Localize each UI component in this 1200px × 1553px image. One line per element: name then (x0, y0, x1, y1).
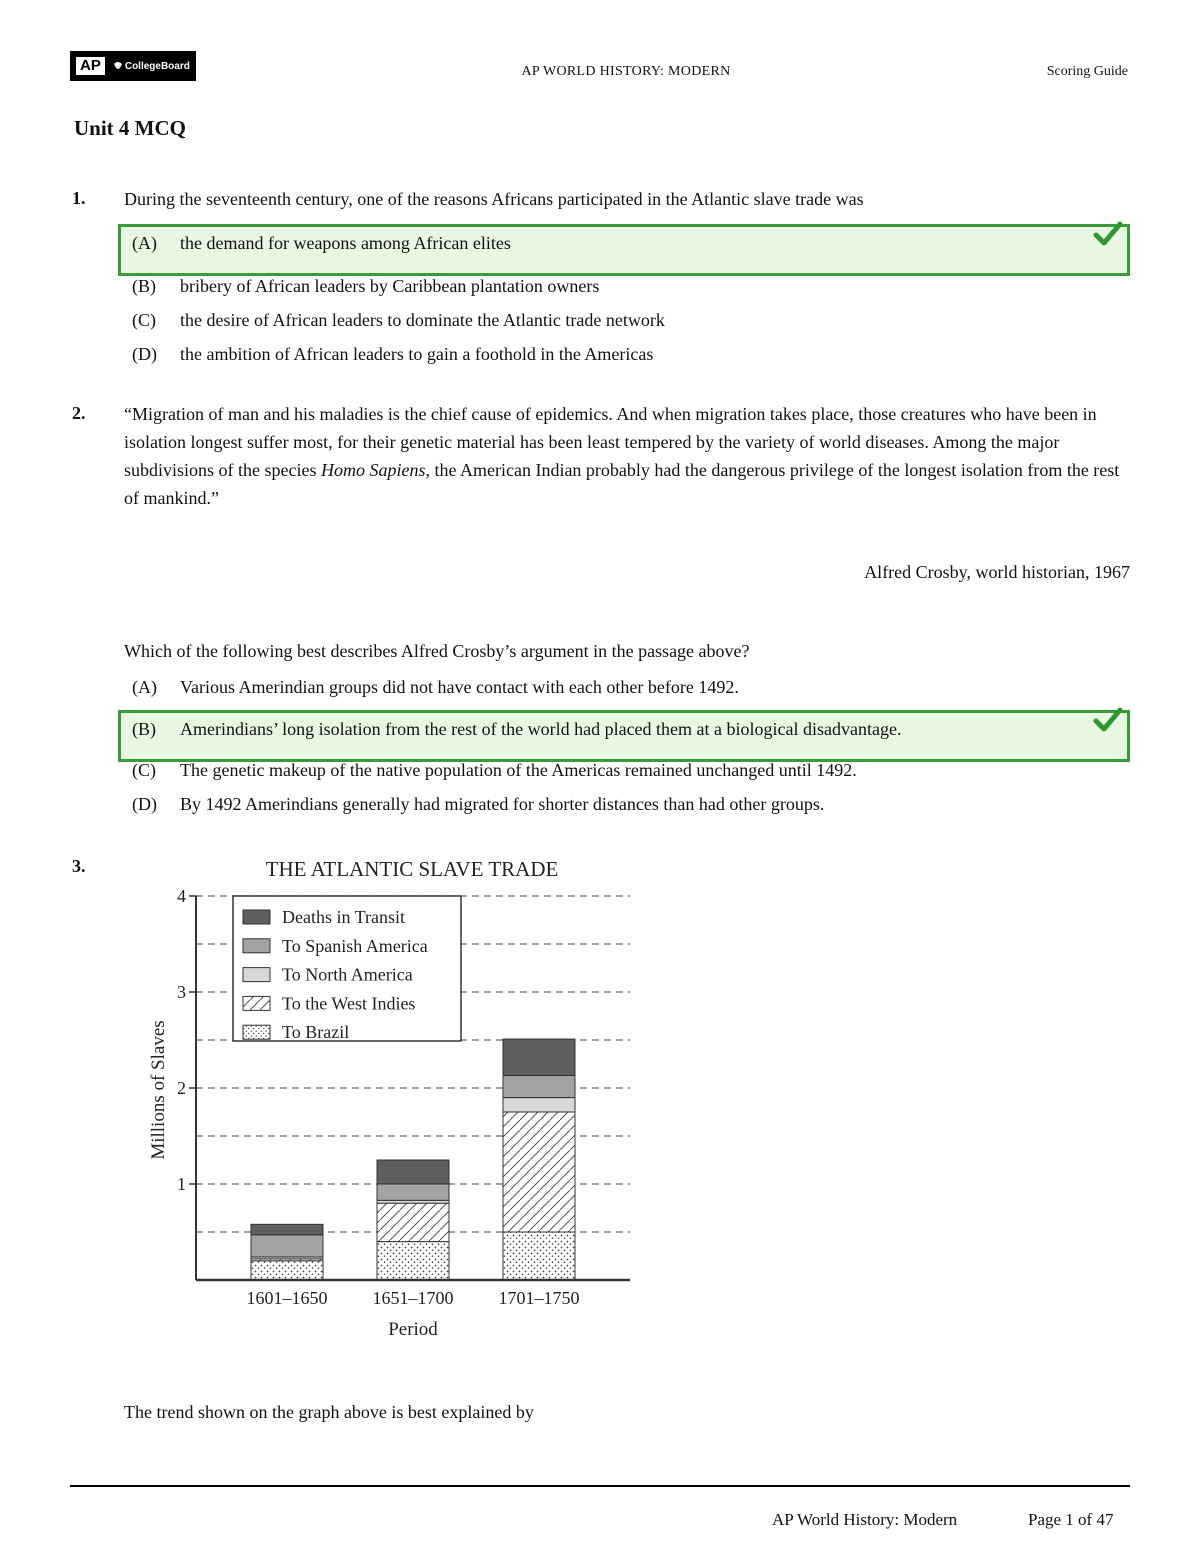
option-text: bribery of African leaders by Caribbean plantation owners (180, 276, 600, 296)
option-letter: (C) (132, 310, 156, 330)
bar-segment (377, 1184, 449, 1200)
y-tick-label: 3 (177, 982, 186, 1002)
legend-label: To Brazil (282, 1022, 350, 1043)
bar-segment (503, 1098, 575, 1112)
question-2-passage (124, 400, 1130, 512)
option-letter: (C) (132, 760, 156, 780)
bar-segment (503, 1112, 575, 1232)
question-1-stem: During the seventeenth century, one of the reasons Africans participated in the Atlantic slave trade was (124, 189, 864, 209)
checkmark-icon (1093, 707, 1123, 733)
chart-xlabel: Period (388, 1319, 438, 1340)
option-text: Amerindians’ long isolation from the rest of the world had placed them at a biological disadvantage. (180, 719, 902, 739)
logo-cb-text: CollegeBoard (124, 60, 190, 72)
option-text: The genetic makeup of the native population of the Americas remained unchanged until 1492. (180, 760, 857, 780)
unit-title: Unit 4 MCQ (74, 116, 186, 140)
x-tick-label: 1651–1700 (372, 1288, 454, 1308)
question-1-option-b[interactable] (132, 276, 599, 297)
x-tick-label: 1701–1750 (498, 1288, 580, 1308)
legend-swatch (243, 939, 270, 953)
bar-segment (503, 1039, 575, 1075)
header-title: AP WORLD HISTORY: MODERN (521, 64, 731, 79)
legend-label: To the West Indies (282, 993, 416, 1014)
option-text: Various Amerindian groups did not have contact with each other before 1492. (180, 677, 739, 697)
chart-ylabel: Millions of Slaves (148, 1020, 169, 1160)
question-2-option-c[interactable] (132, 760, 857, 781)
chart-title: THE ATLANTIC SLAVE TRADE (265, 857, 559, 881)
option-letter: (A) (132, 677, 157, 697)
bar-segment (503, 1232, 575, 1280)
legend-swatch (243, 1025, 270, 1039)
question-1-option-a[interactable] (132, 233, 511, 254)
y-tick-label: 2 (177, 1078, 186, 1098)
bar-segment (503, 1076, 575, 1098)
bar-segment (251, 1261, 323, 1280)
question-1-number: 1. (72, 188, 86, 208)
option-letter: (B) (132, 276, 156, 296)
legend-label: To North America (282, 964, 413, 985)
question-2-number: 2. (72, 403, 86, 423)
y-tick-label: 1 (177, 1174, 186, 1194)
option-letter: (B) (132, 719, 156, 739)
question-3-number: 3. (72, 856, 86, 876)
atlantic-slave-trade-chart (140, 850, 640, 1350)
question-1-option-d[interactable] (132, 344, 653, 365)
bar-segment (377, 1203, 449, 1241)
question-2-attribution: Alfred Crosby, world historian, 1967 (864, 562, 1130, 582)
passage-text-2: , the American Indian probably had the dangerous privilege of the longest isolation from the rest of mankind.” (124, 460, 1120, 508)
header-scoring-guide: Scoring Guide (1046, 64, 1128, 79)
bar-segment (377, 1242, 449, 1280)
legend-swatch (243, 996, 270, 1010)
question-2-option-b[interactable] (132, 719, 901, 740)
y-tick-label: 4 (177, 886, 186, 906)
x-tick-label: 1601–1650 (246, 1288, 328, 1308)
option-text: the demand for weapons among African elites (180, 233, 511, 253)
bar-segment (251, 1235, 323, 1257)
option-letter: (D) (132, 794, 157, 814)
question-2-option-a[interactable] (132, 677, 739, 698)
question-2-stem: Which of the following best describes Alfred Crosby’s argument in the passage above? (124, 641, 750, 661)
logo-ap: AP (76, 57, 105, 75)
option-text: By 1492 Amerindians generally had migrated for shorter distances than had other groups. (180, 794, 825, 814)
option-letter: (A) (132, 233, 157, 253)
bar-segment (377, 1160, 449, 1184)
question-1-option-c[interactable] (132, 310, 665, 331)
legend-swatch (243, 968, 270, 982)
passage-italic: Homo Sapiens (320, 460, 426, 480)
footer-course: AP World History: Modern (772, 1510, 958, 1529)
checkmark-icon (1093, 221, 1123, 247)
legend-swatch (243, 910, 270, 924)
option-text: the ambition of African leaders to gain a foothold in the Americas (180, 344, 654, 364)
question-3-stem: The trend shown on the graph above is best explained by (124, 1402, 534, 1422)
chart-legend (233, 896, 461, 1042)
legend-label: Deaths in Transit (282, 907, 406, 927)
legend-label: To Spanish America (282, 935, 428, 956)
footer-page-number: Page 1 of 47 (1028, 1510, 1114, 1529)
footer-divider (70, 1485, 1130, 1487)
question-2-option-d[interactable] (132, 794, 824, 815)
passage-text-1: “Migration of man and his maladies is the chief cause of epidemics. And when migration takes place, those creatures who have been in isolation longest suffer most, for their genetic material has been least tempered by the variety of world diseases. Among the major subdivisions of the species (124, 404, 1097, 480)
option-letter: (D) (132, 344, 157, 364)
option-text: the desire of African leaders to dominate the Atlantic trade network (180, 310, 665, 330)
bar-segment (251, 1224, 323, 1235)
chart-bars (247, 1039, 580, 1308)
